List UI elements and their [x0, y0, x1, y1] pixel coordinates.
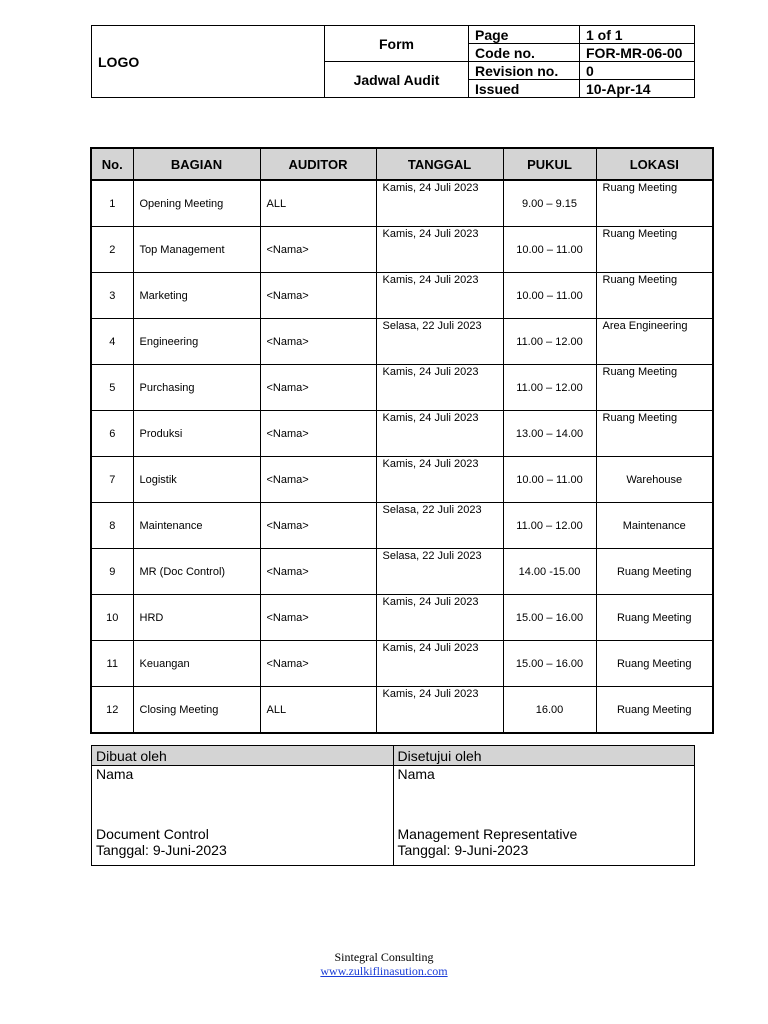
cell-no: 6 [91, 411, 133, 457]
cell-bagian: Produksi [133, 411, 260, 457]
cell-bagian: Marketing [133, 273, 260, 319]
made-by-heading: Dibuat oleh [92, 746, 394, 766]
cell-auditor: <Nama> [260, 365, 376, 411]
cell-tanggal: Kamis, 24 Juli 2023 [376, 641, 503, 687]
made-by-role: Document Control [96, 826, 209, 842]
cell-auditor: <Nama> [260, 641, 376, 687]
cell-auditor: <Nama> [260, 273, 376, 319]
table-row [91, 503, 713, 549]
cell-lokasi: Ruang Meeting [596, 227, 713, 273]
table-row [91, 457, 713, 503]
column-header-tanggal: TANGGAL [376, 148, 503, 180]
cell-pukul: 11.00 – 12.00 [503, 503, 596, 549]
cell-no: 7 [91, 457, 133, 503]
made-by-name: Nama [96, 766, 134, 782]
cell-bagian: Maintenance [133, 503, 260, 549]
cell-auditor: ALL [260, 180, 376, 227]
meta-value: 1 of 1 [580, 26, 695, 44]
cell-tanggal: Kamis, 24 Juli 2023 [376, 595, 503, 641]
signature-space [96, 782, 393, 826]
cell-pukul: 15.00 – 16.00 [503, 641, 596, 687]
cell-auditor: <Nama> [260, 319, 376, 365]
approved-by-date: Tanggal: 9-Juni-2023 [397, 842, 529, 858]
approved-by-role: Management Representative [397, 826, 578, 842]
cell-auditor: <Nama> [260, 411, 376, 457]
cell-tanggal: Kamis, 24 Juli 2023 [376, 273, 503, 319]
cell-lokasi: Ruang Meeting [596, 641, 713, 687]
cell-bagian: Closing Meeting [133, 687, 260, 734]
cell-pukul: 10.00 – 11.00 [503, 227, 596, 273]
table-row [91, 365, 713, 411]
meta-label: Issued [469, 80, 580, 98]
cell-bagian: Logistik [133, 457, 260, 503]
cell-bagian: Purchasing [133, 365, 260, 411]
column-header-bagian: BAGIAN [133, 148, 260, 180]
cell-auditor: <Nama> [260, 457, 376, 503]
cell-pukul: 11.00 – 12.00 [503, 319, 596, 365]
cell-pukul: 16.00 [503, 687, 596, 734]
cell-no: 3 [91, 273, 133, 319]
form-label: Form [325, 26, 469, 62]
meta-label: Revision no. [469, 62, 580, 80]
cell-tanggal: Kamis, 24 Juli 2023 [376, 365, 503, 411]
cell-pukul: 15.00 – 16.00 [503, 595, 596, 641]
cell-tanggal: Kamis, 24 Juli 2023 [376, 180, 503, 227]
table-row [91, 687, 713, 734]
column-header-pukul: PUKUL [503, 148, 596, 180]
table-row [91, 319, 713, 365]
cell-auditor: <Nama> [260, 549, 376, 595]
cell-no: 8 [91, 503, 133, 549]
cell-lokasi: Maintenance [596, 503, 713, 549]
table-row [91, 273, 713, 319]
signature-space [398, 782, 695, 826]
logo-placeholder: LOGO [92, 26, 325, 98]
cell-pukul: 9.00 – 9.15 [503, 180, 596, 227]
cell-pukul: 11.00 – 12.00 [503, 365, 596, 411]
cell-pukul: 10.00 – 11.00 [503, 457, 596, 503]
cell-lokasi: Ruang Meeting [596, 687, 713, 734]
column-header-auditor: AUDITOR [260, 148, 376, 180]
cell-no: 1 [91, 180, 133, 227]
cell-no: 9 [91, 549, 133, 595]
cell-lokasi: Ruang Meeting [596, 365, 713, 411]
cell-pukul: 10.00 – 11.00 [503, 273, 596, 319]
table-row [91, 180, 713, 227]
cell-bagian: MR (Doc Control) [133, 549, 260, 595]
cell-lokasi: Ruang Meeting [596, 595, 713, 641]
cell-bagian: Top Management [133, 227, 260, 273]
cell-auditor: ALL [260, 687, 376, 734]
cell-tanggal: Kamis, 24 Juli 2023 [376, 411, 503, 457]
column-header-lokasi: LOKASI [596, 148, 713, 180]
cell-no: 10 [91, 595, 133, 641]
cell-no: 11 [91, 641, 133, 687]
cell-lokasi: Ruang Meeting [596, 549, 713, 595]
cell-bagian: HRD [133, 595, 260, 641]
table-row [91, 595, 713, 641]
meta-value: 0 [580, 62, 695, 80]
signature-block [91, 745, 695, 866]
cell-no: 4 [91, 319, 133, 365]
footer-company: Sintegral Consulting [334, 950, 434, 964]
cell-lokasi: Ruang Meeting [596, 411, 713, 457]
table-row [91, 227, 713, 273]
cell-bagian: Engineering [133, 319, 260, 365]
cell-tanggal: Selasa, 22 Juli 2023 [376, 549, 503, 595]
meta-label: Code no. [469, 44, 580, 62]
cell-lokasi: Area Engineering [596, 319, 713, 365]
table-row [91, 641, 713, 687]
cell-bagian: Opening Meeting [133, 180, 260, 227]
cell-pukul: 14.00 -15.00 [503, 549, 596, 595]
meta-value: 10-Apr-14 [580, 80, 695, 98]
cell-lokasi: Warehouse [596, 457, 713, 503]
document-title: Jadwal Audit [325, 62, 469, 98]
cell-lokasi: Ruang Meeting [596, 273, 713, 319]
footer-website-link[interactable]: www.zulkiflinasution.com [320, 964, 448, 978]
cell-auditor: <Nama> [260, 503, 376, 549]
cell-tanggal: Selasa, 22 Juli 2023 [376, 319, 503, 365]
document-header [91, 25, 695, 98]
column-header-no: No. [91, 148, 133, 180]
cell-tanggal: Kamis, 24 Juli 2023 [376, 227, 503, 273]
approved-by-name: Nama [397, 766, 435, 782]
cell-tanggal: Kamis, 24 Juli 2023 [376, 687, 503, 734]
table-row [91, 411, 713, 457]
table-header-row [91, 148, 713, 180]
cell-no: 5 [91, 365, 133, 411]
meta-value: FOR-MR-06-00 [580, 44, 695, 62]
cell-pukul: 13.00 – 14.00 [503, 411, 596, 457]
cell-bagian: Keuangan [133, 641, 260, 687]
table-row [91, 549, 713, 595]
cell-no: 12 [91, 687, 133, 734]
made-by-date: Tanggal: 9-Juni-2023 [96, 842, 227, 858]
audit-schedule-table [90, 147, 714, 734]
meta-label: Page [469, 26, 580, 44]
approved-by-heading: Disetujui oleh [393, 746, 695, 766]
approved-by-cell [393, 766, 695, 866]
cell-lokasi: Ruang Meeting [596, 180, 713, 227]
cell-tanggal: Selasa, 22 Juli 2023 [376, 503, 503, 549]
made-by-cell [92, 766, 394, 866]
cell-no: 2 [91, 227, 133, 273]
cell-tanggal: Kamis, 24 Juli 2023 [376, 457, 503, 503]
cell-auditor: <Nama> [260, 595, 376, 641]
cell-auditor: <Nama> [260, 227, 376, 273]
